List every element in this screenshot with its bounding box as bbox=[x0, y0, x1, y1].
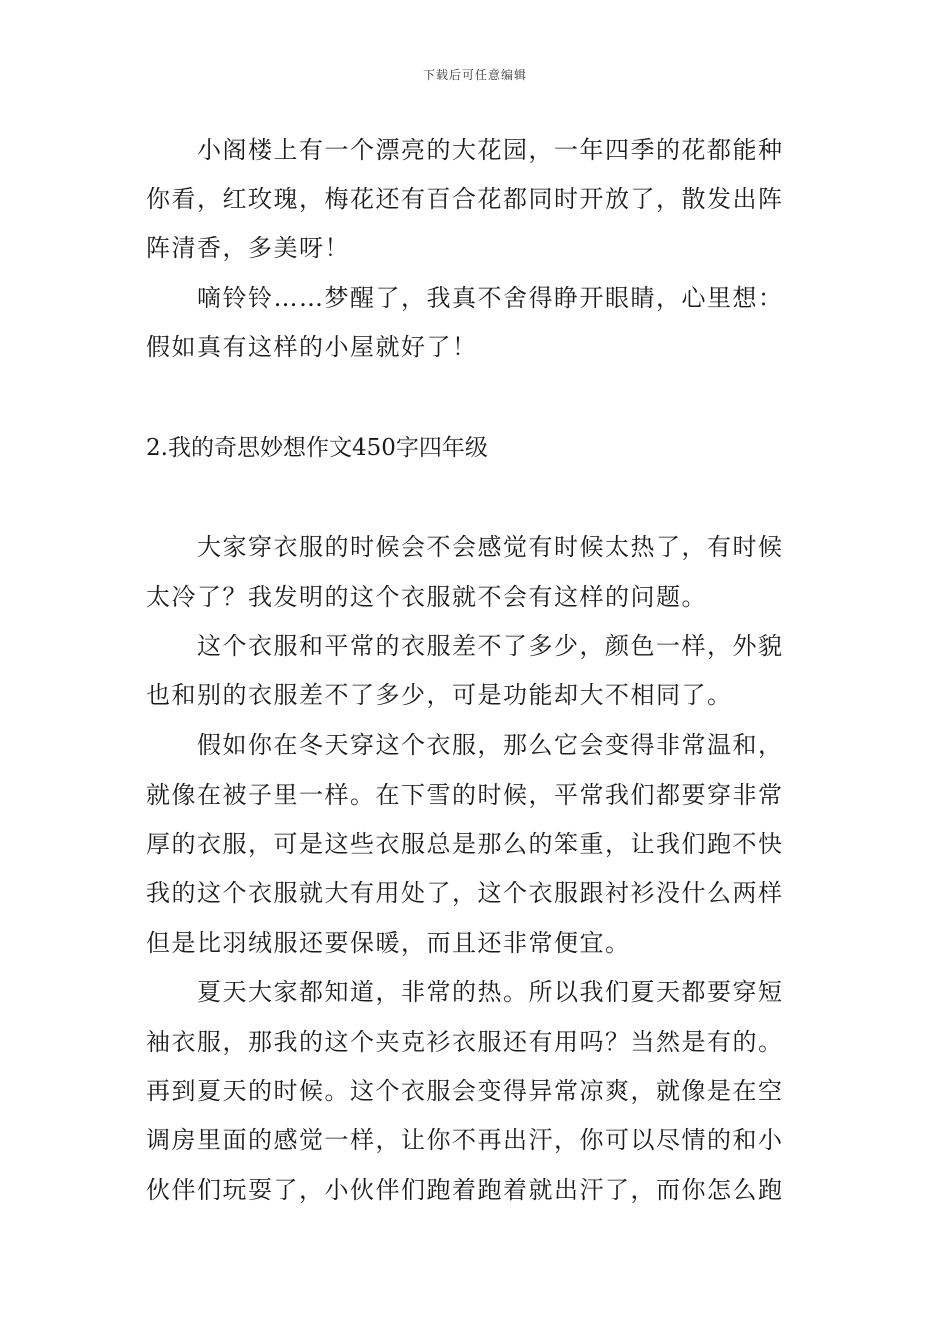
section-title: 2.我的奇思妙想作文450字四年级 bbox=[146, 435, 488, 461]
paragraph-line: 你看，红玫瑰，梅花还有百合花都同时开放了，散发出阵 bbox=[146, 185, 784, 213]
paragraph-line: 厚的衣服，可是这些衣服总是那么的笨重，让我们跑不快 bbox=[146, 830, 784, 858]
paragraph-line: 阵清香，多美呀！ bbox=[146, 234, 350, 262]
paragraph-line: 但是比羽绒服还要保暖，而且还非常便宜。 bbox=[146, 929, 631, 957]
paragraph-line: 伙伴们玩耍了，小伙伴们跑着跑着就出汗了，而你怎么跑 bbox=[146, 1176, 784, 1204]
paragraph-line: 太冷了？我发明的这个衣服就不会有这样的问题。 bbox=[146, 583, 707, 611]
paragraph-line: 夏天大家都知道，非常的热。所以我们夏天都要穿短 bbox=[197, 978, 784, 1006]
paragraph-line: 我的这个衣服就大有用处了，这个衣服跟衬衫没什么两样 bbox=[146, 879, 784, 907]
paragraph-line: 嘀铃铃……梦醒了，我真不舍得睁开眼睛，心里想： bbox=[197, 284, 784, 312]
paragraph-line: 就像在被子里一样。在下雪的时候，平常我们都要穿非常 bbox=[146, 781, 784, 809]
paragraph-line: 大家穿衣服的时候会不会感觉有时候太热了，有时候 bbox=[197, 533, 784, 561]
paragraph-line: 小阁楼上有一个漂亮的大花园，一年四季的花都能种 bbox=[197, 136, 784, 164]
paragraph-line: 假如真有这样的小屋就好了！ bbox=[146, 333, 478, 361]
paragraph-line: 也和别的衣服差不了多少，可是功能却大不相同了。 bbox=[146, 681, 733, 709]
paragraph-line: 袖衣服，那我的这个夹克衫衣服还有用吗？当然是有的。 bbox=[146, 1028, 784, 1056]
paragraph-line: 再到夏天的时候。这个衣服会变得异常凉爽，就像是在空 bbox=[146, 1077, 784, 1105]
paragraph-line: 调房里面的感觉一样，让你不再出汗，你可以尽情的和小 bbox=[146, 1126, 784, 1154]
paragraph-line: 假如你在冬天穿这个衣服，那么它会变得非常温和， bbox=[197, 731, 784, 759]
page-header: 下载后可任意编辑 bbox=[422, 68, 527, 82]
paragraph-line: 这个衣服和平常的衣服差不了多少，颜色一样，外貌 bbox=[197, 632, 784, 660]
